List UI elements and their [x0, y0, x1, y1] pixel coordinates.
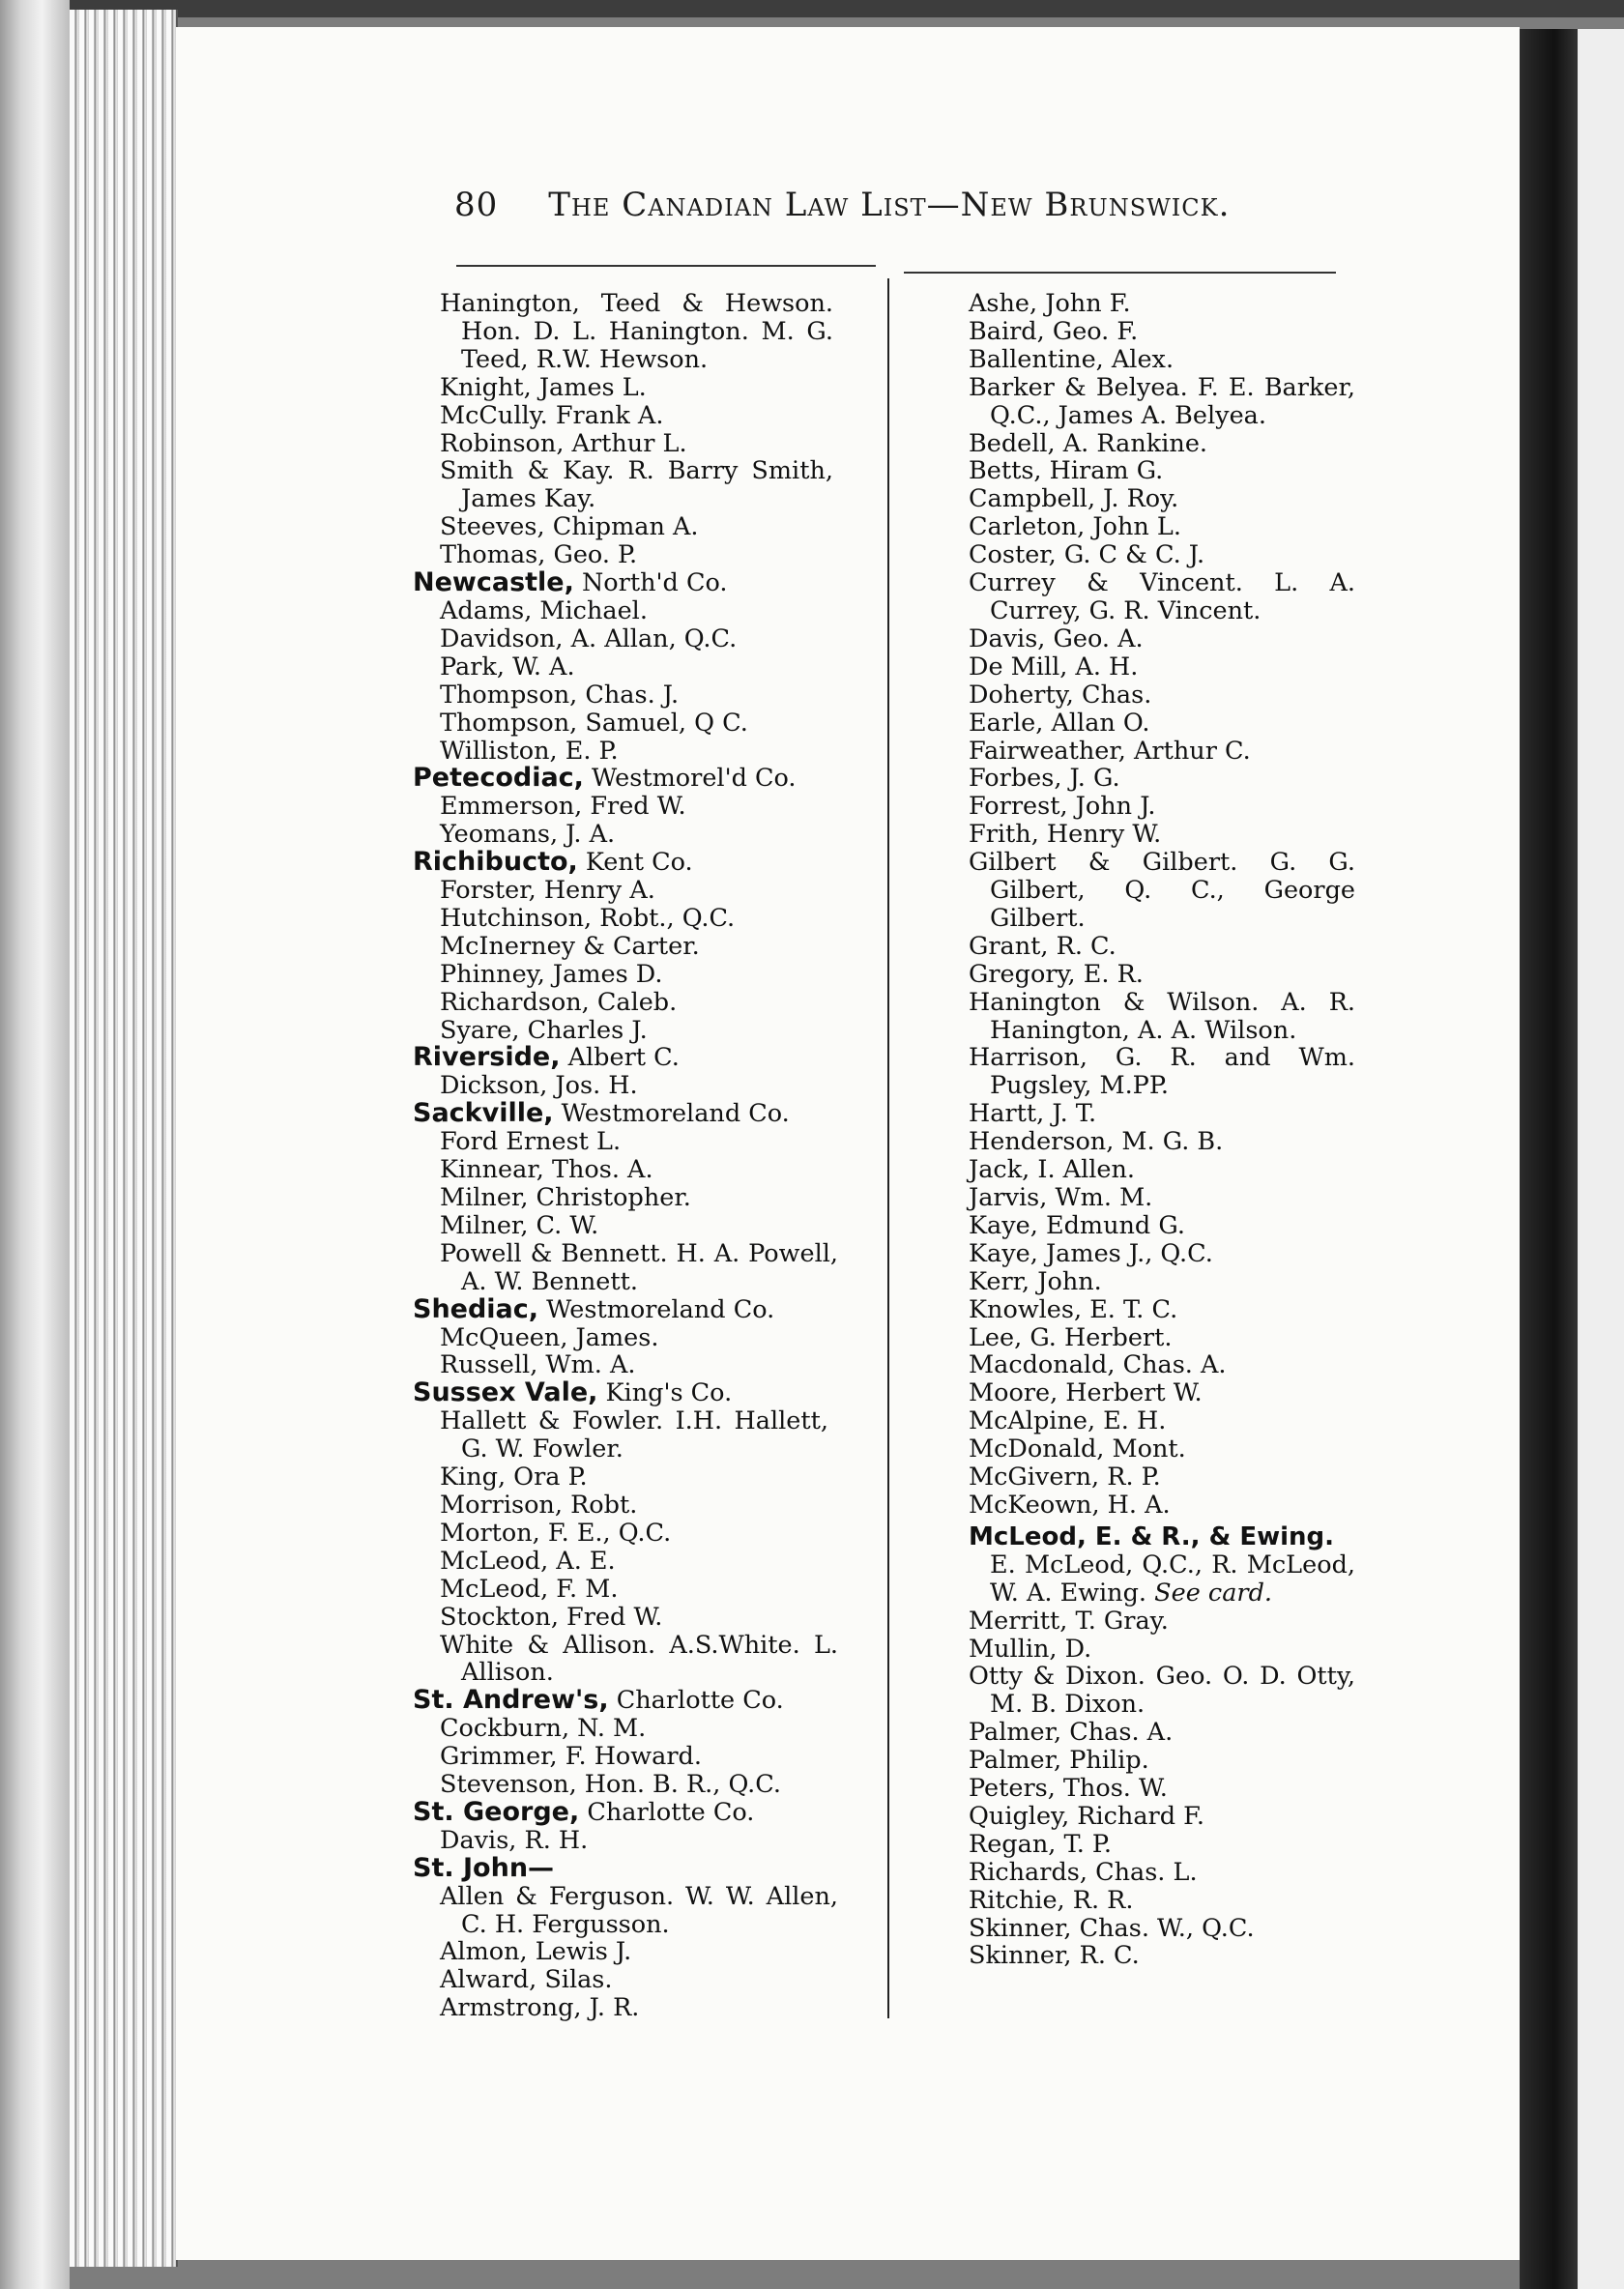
scan-top-border [0, 0, 1624, 17]
list-item: Phinney, James D. [440, 959, 663, 989]
place-heading [413, 765, 836, 793]
place-name: Sackville, [413, 1098, 554, 1129]
featured-firm-note: See card. [1154, 1578, 1273, 1608]
list-item: Hanington, Teed & Hewson. Hon. D. L. Hanington. M. G. Teed, R.W. Hewson. [440, 289, 833, 374]
list-item: Richards, Chas. L. [969, 1857, 1198, 1887]
list-item: Peters, Thos. W. [969, 1774, 1168, 1804]
list-item: Robinson, Arthur L. [440, 428, 687, 458]
list-item: Powell & Bennett. H. A. Powell, A. W. Bennett. [440, 1238, 838, 1296]
list-item: Campbell, J. Roy. [969, 484, 1179, 514]
county-name: Charlotte Co. [608, 1686, 784, 1716]
page-edges [70, 10, 178, 2267]
list-item: Ford Ernest L. [440, 1127, 622, 1157]
column-divider [887, 278, 889, 2018]
list-item: Cockburn, N. M. [440, 1714, 647, 1744]
list-item: Knight, James L. [440, 372, 647, 402]
header-rule-left [456, 265, 876, 267]
list-item: Lee, G. Herbert. [969, 1322, 1173, 1352]
place-name: Newcastle, [413, 567, 574, 598]
list-item: Gilbert & Gilbert. G. G. Gilbert, Q. C., George Gilbert. [969, 848, 1355, 933]
list-item: Kaye, Edmund G. [969, 1210, 1185, 1240]
list-item: Morrison, Robt. [440, 1490, 638, 1520]
list-item: Earle, Allan O. [969, 708, 1150, 738]
featured-firm-members: E. McLeod, Q.C., R. McLeod, W. A. Ewing. [990, 1550, 1355, 1608]
list-item: Barker & Belyea. F. E. Barker, Q.C., James A. Belyea. [969, 372, 1355, 430]
list-item: White & Allison. A.S.White. L. Allison. [440, 1630, 838, 1688]
list-item: Harrison, G. R. and Wm. Pugsley, M.PP. [969, 1043, 1355, 1101]
list-item: Syare, Charles J. [440, 1015, 648, 1045]
place-heading [413, 1379, 836, 1407]
list-item: Williston, E. P. [440, 736, 619, 766]
place-heading [413, 849, 836, 877]
list-item: Macdonald, Chas. A. [969, 1350, 1227, 1380]
place-name: St. George, [413, 1796, 580, 1827]
list-item: Richardson, Caleb. [440, 987, 678, 1017]
header-rule-right [904, 272, 1336, 274]
list-item: Otty & Dixon. Geo. O. D. Otty, M. B. Dixon. [969, 1662, 1355, 1720]
scan-right-margin [1578, 29, 1624, 2289]
place-name: Sussex Vale, [413, 1377, 598, 1408]
county-name: Charlotte Co. [579, 1797, 755, 1827]
list-item: Alward, Silas. [440, 1965, 613, 1995]
place-heading [413, 1293, 836, 1324]
list-item: Hartt, J. T. [969, 1099, 1097, 1129]
list-item: Palmer, Chas. A. [969, 1718, 1174, 1748]
list-item: Frith, Henry W. [969, 820, 1162, 850]
list-item: Kerr, John. [969, 1266, 1102, 1296]
list-item: Betts, Hiram G. [969, 456, 1164, 486]
featured-firm-text [969, 1551, 1355, 1608]
list-item: Park, W. A. [440, 652, 575, 681]
list-item: Doherty, Chas. [969, 680, 1152, 710]
list-item: Milner, Christopher. [440, 1183, 691, 1212]
place-heading [413, 1100, 836, 1128]
county-name: Albert C. [560, 1043, 680, 1073]
page-number: 80 [454, 186, 499, 224]
list-item: Baird, Geo. F. [969, 316, 1139, 346]
place-name: Petecodiac, [413, 763, 584, 794]
list-item: Davis, R. H. [440, 1825, 589, 1855]
list-item: McDonald, Mont. [969, 1434, 1186, 1464]
county-name: King's Co. [597, 1378, 733, 1408]
list-item: Grant, R. C. [969, 931, 1116, 961]
county-name: Kent Co. [577, 848, 693, 878]
list-item: Hutchinson, Robt., Q.C. [440, 903, 736, 933]
list-item: Forster, Henry A. [440, 876, 655, 906]
list-item: Currey & Vincent. L. A. Currey, G. R. Vincent. [969, 568, 1355, 625]
list-item: Jack, I. Allen. [969, 1155, 1136, 1185]
list-item: Thompson, Chas. J. [440, 680, 680, 710]
list-item: Merritt, T. Gray. [969, 1606, 1169, 1636]
list-item: Stevenson, Hon. B. R., Q.C. [440, 1770, 781, 1800]
list-item: Adams, Michael. [440, 595, 648, 625]
book-spine [0, 0, 70, 2289]
list-item: Emmerson, Fred W. [440, 792, 686, 822]
county-name: Westmorel'd Co. [583, 764, 797, 794]
list-item: Quigley, Richard F. [969, 1801, 1204, 1831]
list-item: King, Ora P. [440, 1463, 588, 1492]
list-item: Davis, Geo. A. [969, 623, 1144, 653]
list-item: Russell, Wm. A. [440, 1350, 636, 1380]
list-item: Almon, Lewis J. [440, 1937, 632, 1967]
list-item: Forbes, J. G. [969, 764, 1120, 794]
place-heading [413, 569, 836, 597]
place-heading [413, 1852, 836, 1883]
featured-firm-name: McLeod, E. & R., & Ewing. [969, 1521, 1335, 1551]
place-heading [413, 1044, 836, 1072]
list-item: Morton, F. E., Q.C. [440, 1518, 672, 1548]
list-item: McQueen, James. [440, 1322, 659, 1352]
place-name: St. Andrew's, [413, 1685, 609, 1716]
list-item: Coster, G. C & C. J. [969, 540, 1205, 570]
list-item: Regan, T. P. [969, 1829, 1113, 1859]
list-item: Kinnear, Thos. A. [440, 1155, 653, 1185]
list-item: Gregory, E. R. [969, 959, 1144, 989]
list-item: Armstrong, J. R. [440, 1993, 640, 2023]
list-item: Steeves, Chipman A. [440, 512, 699, 542]
list-item: Thomas, Geo. P. [440, 540, 638, 570]
list-item: Hanington & Wilson. A. R. Hanington, A. A. Wilson. [969, 987, 1355, 1045]
list-item: Milner, C. W. [440, 1210, 599, 1240]
running-head [454, 186, 1231, 244]
place-name: St. John— [413, 1852, 555, 1883]
list-item: McKeown, H. A. [969, 1490, 1171, 1520]
list-item: Mullin, D. [969, 1634, 1092, 1664]
list-item: McGivern, R. P. [969, 1463, 1161, 1492]
list-item: Henderson, M. G. B. [969, 1127, 1224, 1157]
list-item: Forrest, John J. [969, 792, 1156, 822]
page-title: The Canadian Law List—New Brunswick. [548, 186, 1231, 224]
list-item: De Mill, A. H. [969, 652, 1139, 681]
list-item: Bedell, A. Rankine. [969, 428, 1208, 458]
list-item: Ashe, John F. [969, 289, 1131, 318]
place-heading [413, 1796, 836, 1827]
place-name: Riverside, [413, 1042, 561, 1073]
list-item: Grimmer, F. Howard. [440, 1742, 702, 1772]
place-heading [413, 1687, 836, 1715]
list-item: Palmer, Philip. [969, 1746, 1149, 1776]
county-name: Westmoreland Co. [553, 1099, 790, 1129]
list-item: Thompson, Samuel, Q C. [440, 708, 748, 738]
list-item: Davidson, A. Allan, Q.C. [440, 623, 738, 653]
left-column [413, 289, 838, 2023]
list-item: Stockton, Fred W. [440, 1602, 663, 1632]
place-name: Richibucto, [413, 847, 578, 878]
right-column [969, 289, 1355, 1971]
book-right-edge [1520, 29, 1578, 2289]
list-item: Jarvis, Wm. M. [969, 1183, 1153, 1212]
list-item: McLeod, A. E. [440, 1546, 616, 1576]
county-name: Westmoreland Co. [538, 1294, 775, 1324]
list-item: McLeod, F. M. [440, 1574, 619, 1604]
list-item: Ritchie, R. R. [969, 1885, 1134, 1915]
list-item: Kaye, James J., Q.C. [969, 1238, 1213, 1268]
list-item: Knowles, E. T. C. [969, 1294, 1178, 1324]
list-item: Smith & Kay. R. Barry Smith, James Kay. [440, 456, 833, 514]
list-item: McAlpine, E. H. [969, 1406, 1167, 1436]
list-item: Fairweather, Arthur C. [969, 736, 1251, 766]
county-name: North'd Co. [573, 568, 728, 598]
place-name: Shediac, [413, 1293, 539, 1324]
list-item: Moore, Herbert W. [969, 1378, 1203, 1408]
list-item: Ballentine, Alex. [969, 344, 1174, 374]
list-item: Yeomans, J. A. [440, 820, 616, 850]
list-item: Skinner, R. C. [969, 1941, 1140, 1971]
list-item: Skinner, Chas. W., Q.C. [969, 1913, 1255, 1943]
list-item: Allen & Ferguson. W. W. Allen, C. H. Fergusson. [440, 1881, 838, 1939]
list-item: McCully. Frank A. [440, 400, 664, 430]
list-item: Dickson, Jos. H. [440, 1071, 638, 1101]
list-item: McInerney & Carter. [440, 931, 700, 961]
list-item: Carleton, John L. [969, 512, 1181, 542]
list-item: Hallett & Fowler. I.H. Hallett, G. W. Fowler. [440, 1406, 828, 1464]
